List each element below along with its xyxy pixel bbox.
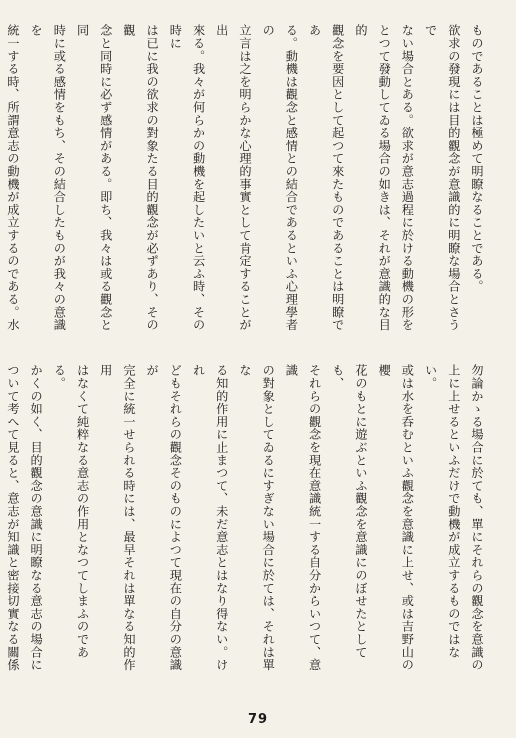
text-column: の對象としてゐるにすぎない場合に於ては、それは單な [237, 364, 276, 672]
text-column: 念と同時に必ず感情がある。即ち、我々は或る觀念と同 [75, 24, 113, 332]
text-column: る知的作用に止まつて、未だ意志とはなり得ない。けれ [191, 364, 229, 672]
text-column: とつて發動してゐる場合の如きは、それが意識的な目的 [353, 24, 392, 332]
lower-text-block [5, 364, 488, 682]
text-column: 觀念を要因として起つて來たものであることは明瞭であ [307, 24, 345, 332]
text-column: どもそれらの觀念そのものによつて現在の自分の意識が [145, 364, 183, 672]
text-column: 欲求の發現には目的觀念が意識的に明瞭な場合とさうで [423, 24, 461, 332]
text-column: かくの如く、目的觀念の意識に明瞭なる意志の場合に [29, 364, 44, 672]
text-column: それらの觀念を現在意識統一する自分からいつて、意識 [284, 364, 322, 672]
text-column: 立言は之を明らかな心理的事實として肯定することが出 [214, 24, 252, 332]
text-column: ものであることは極めて明瞭なることである。 [470, 24, 484, 293]
text-column: 或は水を呑むといふ觀念を意識に上せ、或は吉野山の櫻 [377, 364, 415, 672]
text-column: 來る。我々が何らかの動機を起したいと云ふ時、その時に [168, 24, 206, 332]
text-column: 花のもとに遊ぶといふ觀念を意識にのぼせたとしても、 [330, 364, 368, 659]
text-column: る。 [52, 364, 67, 390]
text-column: る。動機は觀念と感情との結合であるといふ心理學者の [261, 24, 299, 332]
text-column: 統一する時、所謂意志の動機が成立するのである。水 [5, 24, 20, 332]
upper-text-block [5, 24, 488, 342]
text-column: ない場合とある。欲求が意志過程に於ける動機の形を [400, 24, 415, 332]
text-column: 勿論かゝる場合に於ても、單にそれらの觀念を意識の [470, 364, 484, 672]
text-column: はなくて純粹なる意志の作用となつてしまふのであ [75, 364, 90, 659]
text-column: 時に或る感情をもち、その結合したものが我々の意識を [29, 24, 67, 332]
text-column: 完全に統一せられる時には、最早それは單なる知的作用 [98, 364, 136, 672]
text-column: ついて考へて見ると、意志が知識と密接切實なる關係 [5, 364, 20, 672]
page-number: 79 [247, 712, 269, 727]
text-column: 上に上せるといふだけで動機が成立するものではない。 [423, 364, 461, 659]
text-column: は已に我の欲求の對象たる目的觀念が必ずあり、その觀 [121, 24, 160, 332]
